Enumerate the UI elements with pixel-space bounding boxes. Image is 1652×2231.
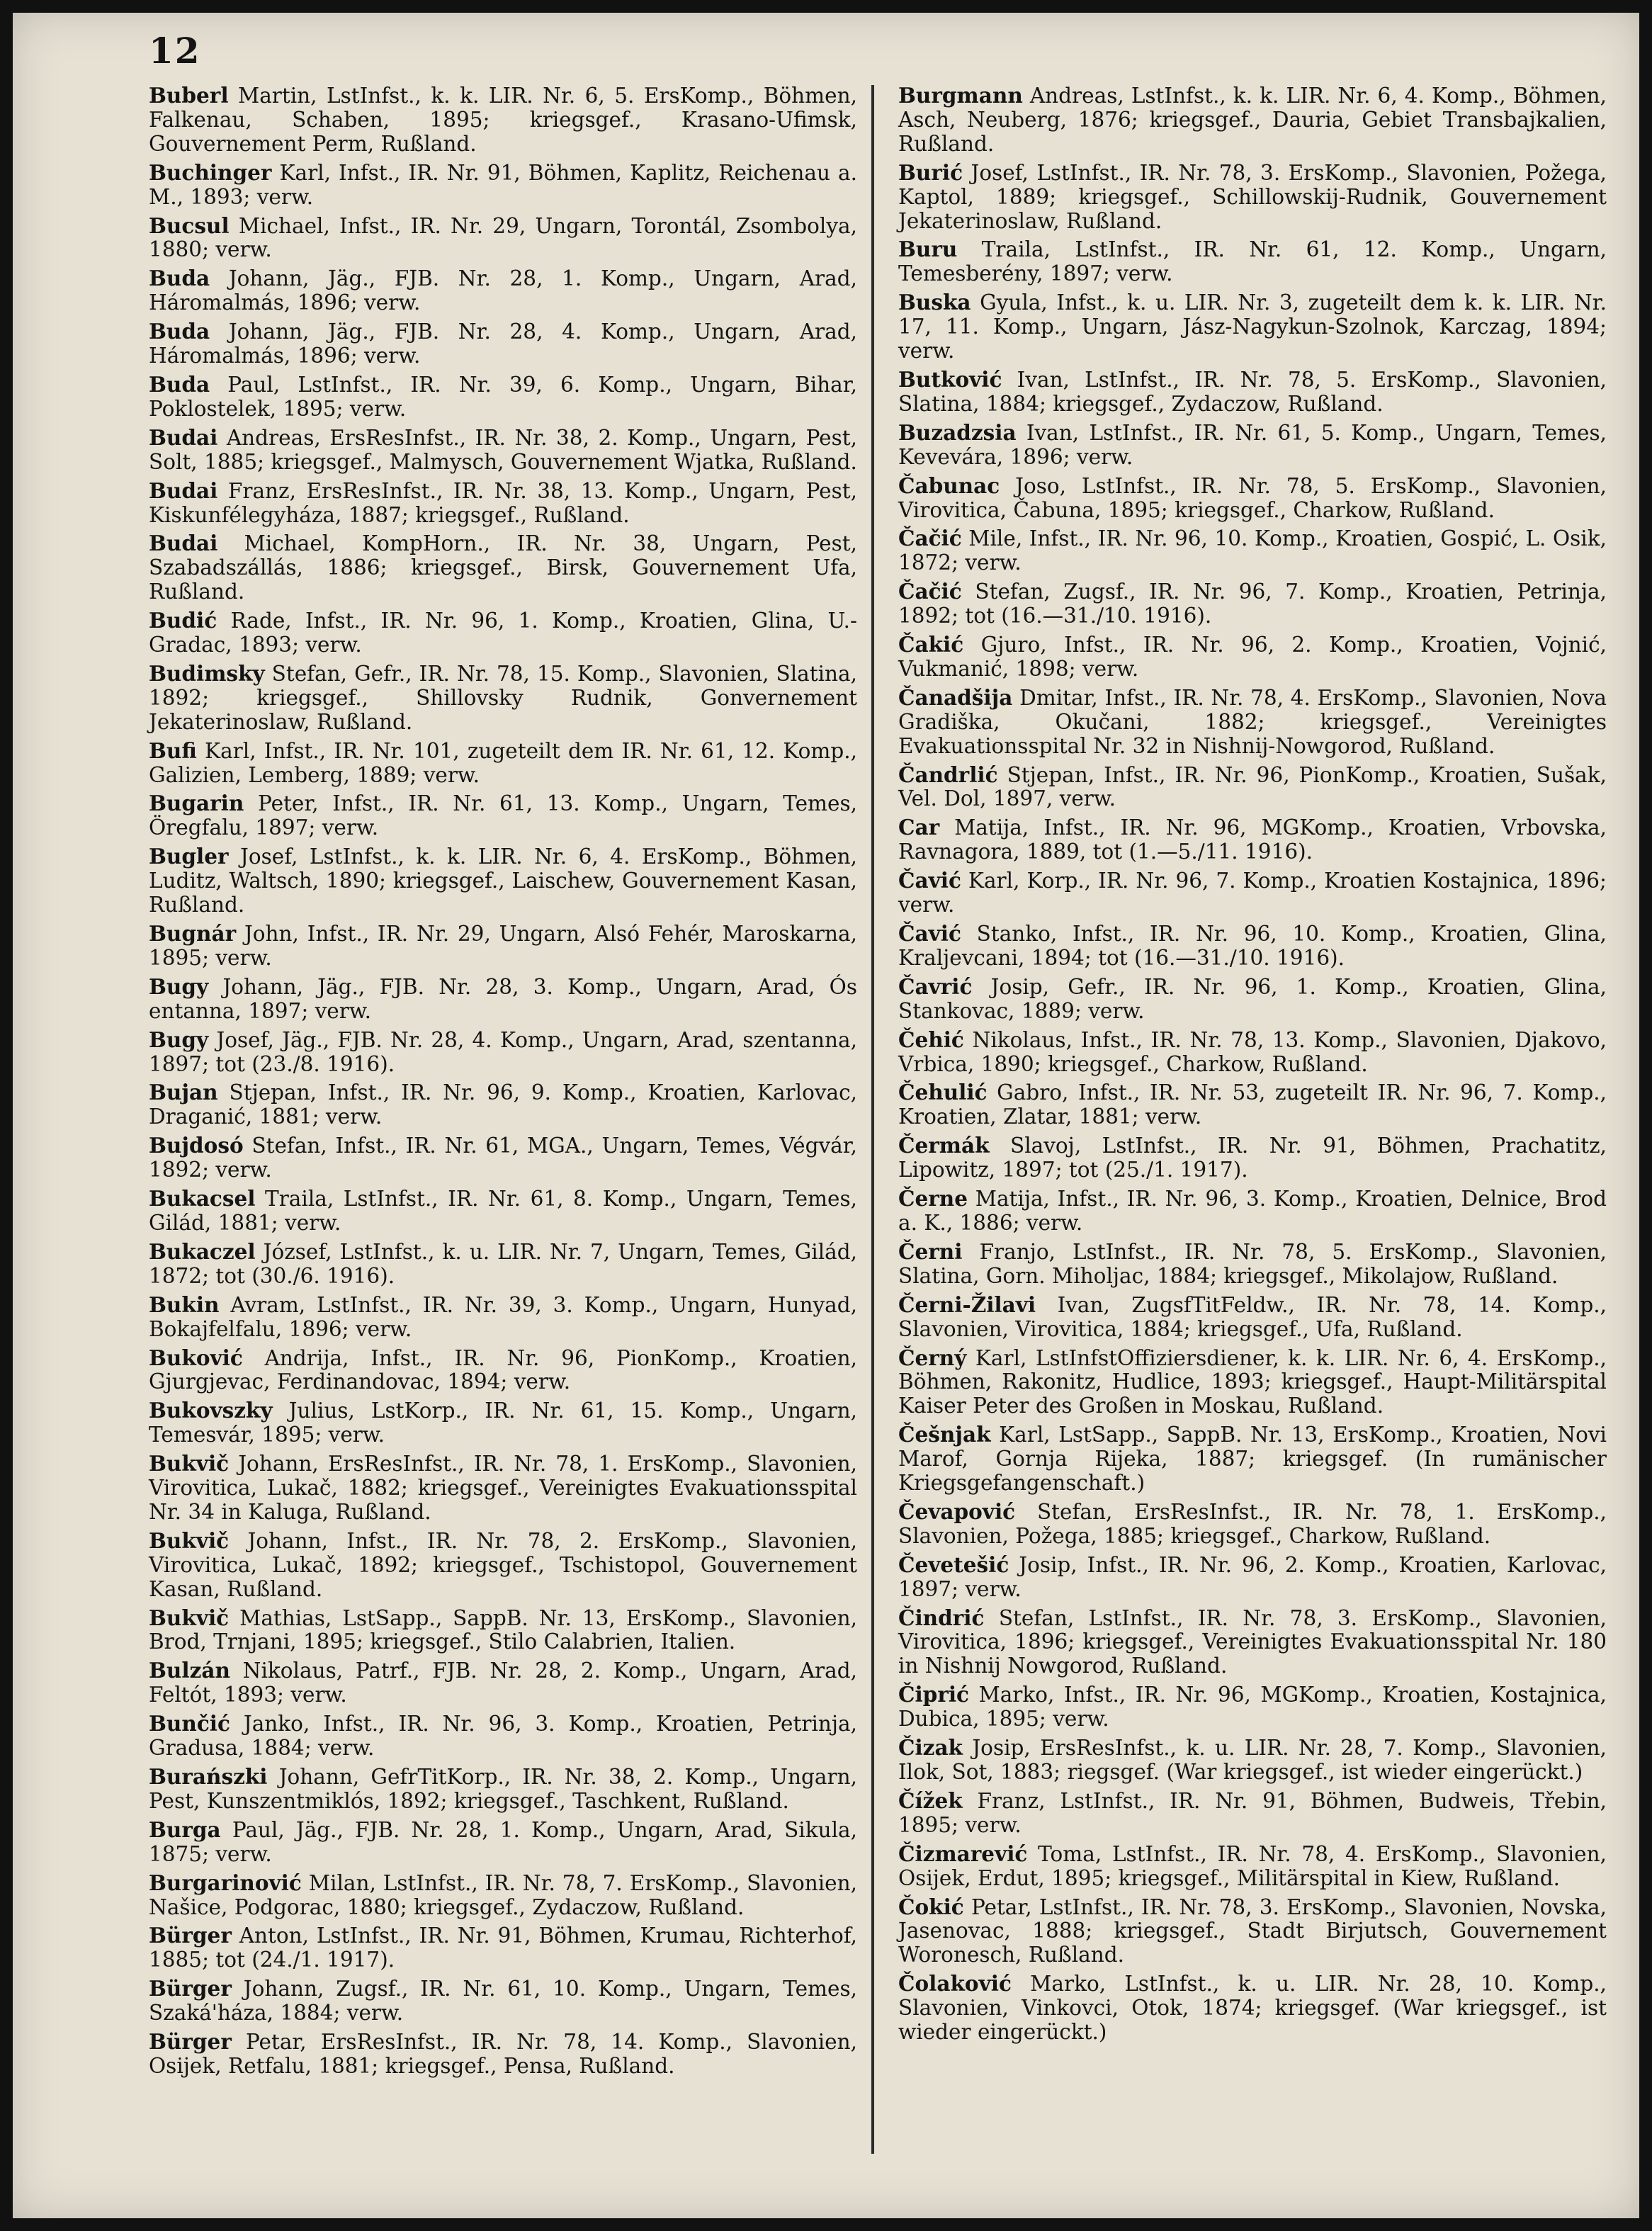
entry-surname: Butković	[898, 366, 1002, 392]
entry-details: Slavoj, LstInfst., IR. Nr. 91, Böhmen, Prachatitz, Lipowitz, 1897; tot (25./1. 1917).	[898, 1134, 1607, 1182]
entry-surname: Čiprić	[898, 1682, 970, 1707]
register-entry	[898, 633, 1607, 682]
register-entry	[149, 609, 857, 657]
entry-details: Josef, LstInfst., IR. Nr. 78, 3. ErsKomp., Slavonien, Požega, Kaptol, 1889; kriegsgef., Schillowskij-Rudnik, Gouvernement Jekaterinoslaw, Rußland.	[898, 160, 1607, 233]
entry-details: Johann, Jäg., FJB. Nr. 28, 1. Komp., Ungarn, Arad, Háromalmás, 1896; verw.	[149, 266, 857, 315]
register-entry	[898, 1789, 1607, 1838]
register-entry	[898, 421, 1607, 470]
entry-surname: Bufi	[149, 738, 197, 763]
register-entry	[149, 1452, 857, 1525]
entry-surname: Buda	[149, 371, 210, 397]
entry-details: Petar, LstInfst., IR. Nr. 78, 3. ErsKomp., Slavonien, Novska, Jasenovac, 1888; kriegsgef., Stadt Birjutsch, Gouvernement Woronesch, Rußland.	[898, 1894, 1607, 1967]
register-entry	[898, 1240, 1607, 1289]
entry-details: John, Infst., IR. Nr. 29, Ungarn, Alsó Fehér, Maroskarna, 1895; verw.	[149, 922, 857, 970]
register-entry	[898, 922, 1607, 971]
register-entry	[149, 1977, 857, 2026]
entry-details: Franjo, LstInfst., IR. Nr. 78, 5. ErsKomp., Slavonien, Slatina, Gorn. Miholjac, 1884; kriegsgef., Mikolajow, Rußland.	[898, 1239, 1607, 1288]
entry-surname: Burić	[898, 159, 963, 185]
register-entry	[149, 1529, 857, 1602]
register-entry	[898, 1187, 1607, 1236]
entry-details: József, LstInfst., k. u. LIR. Nr. 7, Ungarn, Temes, Gilád, 1872; tot (30./6. 1916).	[149, 1239, 857, 1288]
register-entry	[149, 214, 857, 263]
entry-surname: Čabunac	[898, 473, 1000, 498]
register-entry	[149, 1818, 857, 1867]
entry-surname: Čermák	[898, 1133, 990, 1158]
entry-details: Franz, ErsResInfst., IR. Nr. 38, 13. Komp., Ungarn, Pest, Kiskunfélegyháza, 1887; kriegsgef., Rußland.	[149, 478, 857, 527]
register-entry	[149, 1080, 857, 1129]
entry-details: Anton, LstInfst., IR. Nr. 91, Böhmen, Krumau, Richterhof, 1885; tot (24./1. 1917).	[149, 1924, 857, 1972]
register-entry	[898, 1736, 1607, 1785]
entry-surname: Čolaković	[898, 1971, 1012, 1996]
entry-surname: Čehulić	[898, 1080, 988, 1105]
entry-surname: Čačić	[898, 579, 962, 604]
entry-details: Traila, LstInfst., IR. Nr. 61, 12. Komp., Ungarn, Temesberény, 1897; verw.	[898, 237, 1607, 286]
entry-details: Josef, LstInfst., k. k. LIR. Nr. 6, 4. ErsKomp., Böhmen, Luditz, Waltsch, 1890; kriegsgef., Laischew, Gouvernement Kasan, Rußland.	[149, 845, 857, 917]
entry-surname: Černi-Žilavi	[898, 1292, 1036, 1317]
entry-details: Johann, Infst., IR. Nr. 78, 2. ErsKomp., Slavonien, Virovitica, Lukač, 1892; kriegsgef., Tschistopol, Gouvernement Kasan, Rußland.	[149, 1528, 857, 1601]
entry-surname: Čížek	[898, 1787, 963, 1813]
entry-surname: Čavrić	[898, 973, 973, 999]
register-entry	[149, 426, 857, 475]
entry-surname: Černe	[898, 1186, 968, 1211]
entry-surname: Bulzán	[149, 1658, 230, 1683]
entry-details: Josip, ErsResInfst., k. u. LIR. Nr. 28, 7. Komp., Slavonien, Ilok, Sot, 1883; riegsgef. (War kriegsgef., ist wieder eingerückt.)	[898, 1736, 1607, 1784]
entry-details: Andrija, Infst., IR. Nr. 96, PionKomp., Kroatien, Gjurgjevac, Ferdinandovac, 1894; verw.	[149, 1345, 857, 1394]
entry-details: Traila, LstInfst., IR. Nr. 61, 8. Komp., Ungarn, Temes, Gilád, 1881; verw.	[149, 1187, 857, 1235]
column-divider	[871, 85, 874, 2154]
register-entry	[898, 290, 1607, 363]
entry-details: Nikolaus, Infst., IR. Nr. 78, 13. Komp., Slavonien, Djakovo, Vrbica, 1890; kriegsgef., Charkow, Rußland.	[898, 1027, 1607, 1076]
entry-surname: Čehić	[898, 1027, 964, 1052]
entry-details: Toma, LstInfst., IR. Nr. 78, 4. ErsKomp., Slavonien, Osijek, Erdut, 1895; kriegsgef., Militärspital in Kiew, Rußland.	[898, 1841, 1607, 1890]
entry-surname: Bukvič	[149, 1451, 230, 1476]
left-column	[149, 84, 857, 2083]
register-entry	[898, 161, 1607, 234]
entry-surname: Bugler	[149, 844, 229, 869]
register-entry	[898, 869, 1607, 917]
entry-details: Gjuro, Infst., IR. Nr. 96, 2. Komp., Kroatien, Vojnić, Vukmanić, 1898; verw.	[898, 633, 1607, 681]
entry-details: Mile, Infst., IR. Nr. 96, 10. Komp., Kroatien, Gospić, L. Osik, 1872; verw.	[898, 526, 1607, 575]
register-entry	[898, 526, 1607, 575]
register-entry	[898, 763, 1607, 812]
entry-details: Petar, ErsResInfst., IR. Nr. 78, 14. Komp., Slavonien, Osijek, Retfalu, 1881; kriegsgef., Pensa, Rußland.	[149, 2030, 857, 2078]
entry-surname: Černý	[898, 1345, 967, 1370]
register-entry	[149, 531, 857, 604]
entry-surname: Bunčić	[149, 1711, 230, 1736]
register-entry	[149, 1765, 857, 1814]
register-entry	[149, 2030, 857, 2079]
entry-details: Gyula, Infst., k. u. LIR. Nr. 3, zugeteilt dem k. k. LIR. Nr. 17, 11. Komp., Ungarn, Jász-Nagykun-Szolnok, Karczag, 1894; verw.	[898, 290, 1607, 363]
entry-details: Stanko, Infst., IR. Nr. 96, 10. Komp., Kroatien, Glina, Kraljevcani, 1894; tot (16.—31./10. 1916).	[898, 922, 1607, 970]
entry-details: Johann, ErsResInfst., IR. Nr. 78, 1. ErsKomp., Slavonien, Virovitica, Lukač, 1882; kriegsgef., Vereinigtes Evakuationsspital Nr. 34 in Kaluga, Rußland.	[149, 1452, 857, 1524]
entry-details: Ivan, LstInfst., IR. Nr. 78, 5. ErsKomp., Slavonien, Slatina, 1884; kriegsgef., Zydaczow, Rußland.	[898, 367, 1607, 416]
register-entry	[898, 237, 1607, 286]
entry-details: Karl, Korp., IR. Nr. 96, 7. Komp., Kroatien Kostajnica, 1896; verw.	[898, 869, 1607, 917]
entry-details: Rade, Infst., IR. Nr. 96, 1. Komp., Kroatien, Glina, U.-Gradac, 1893; verw.	[149, 609, 857, 657]
register-entry	[898, 686, 1607, 759]
register-entry	[898, 1683, 1607, 1732]
register-entry	[149, 791, 857, 840]
register-entry	[898, 368, 1607, 417]
entry-surname: Bürger	[149, 1923, 232, 1948]
entry-details: Stefan, Gefr., IR. Nr. 78, 15. Komp., Slavonien, Slatina, 1892; kriegsgef., Shillovsky Rudnik, Gonvernement Jekaterinoslaw, Rußland.	[149, 661, 857, 734]
entry-surname: Bujan	[149, 1080, 218, 1105]
entry-details: Ivan, ZugsfTitFeldw., IR. Nr. 78, 14. Komp., Slavonien, Virovitica, 1884; kriegsgef., Ufa, Rußland.	[898, 1292, 1607, 1341]
register-entry	[149, 266, 857, 315]
entry-details: Josip, Gefr., IR. Nr. 96, 1. Komp., Kroatien, Glina, Stankovac, 1889; verw.	[898, 974, 1607, 1023]
entry-details: Michael, KompHorn., IR. Nr. 38, Ungarn, Pest, Szabadszállás, 1886; kriegsgef., Birsk, Gouvernement Ufa, Rußland.	[149, 531, 857, 604]
entry-surname: Budai	[149, 531, 218, 556]
entry-surname: Bukin	[149, 1292, 220, 1317]
entry-details: Paul, LstInfst., IR. Nr. 39, 6. Komp., Ungarn, Bihar, Poklostelek, 1895; verw.	[149, 372, 857, 421]
entry-details: Karl, Infst., IR. Nr. 91, Böhmen, Kaplitz, Reichenau a. M., 1893; verw.	[149, 160, 857, 209]
entry-surname: Bugy	[149, 1027, 209, 1052]
entry-surname: Čačić	[898, 526, 962, 551]
entry-details: Nikolaus, Patrf., FJB. Nr. 28, 2. Komp., Ungarn, Arad, Feltót, 1893; verw.	[149, 1659, 857, 1707]
register-entry	[898, 474, 1607, 523]
register-entry	[898, 1293, 1607, 1342]
register-entry	[149, 320, 857, 368]
register-entry	[898, 1028, 1607, 1077]
entry-details: Karl, Infst., IR. Nr. 101, zugeteilt dem IR. Nr. 61, 12. Komp., Galizien, Lemberg, 1889; verw.	[149, 738, 857, 787]
entry-details: Michael, Infst., IR. Nr. 29, Ungarn, Torontál, Zsombolya, 1880; verw.	[149, 213, 857, 262]
entry-surname: Buru	[898, 237, 958, 262]
entry-surname: Bukovszky	[149, 1398, 273, 1423]
entry-surname: Čavić	[898, 921, 961, 946]
register-entry	[898, 975, 1607, 1024]
entry-surname: Car	[898, 815, 940, 840]
register-entry	[898, 1842, 1607, 1891]
entry-details: Stjepan, Infst., IR. Nr. 96, PionKomp., Kroatien, Sušak, Vel. Dol, 1897, verw.	[898, 762, 1607, 811]
entry-surname: Buzadzsia	[898, 419, 1017, 445]
entry-details: Karl, LstInfstOffiziersdiener, k. k. LIR. Nr. 6, 4. ErsKomp., Böhmen, Rakonitz, Hudlice, 1893; kriegsgef., Haupt-Militärspital Kaiser Peter des Großen in Moskau, Rußland.	[898, 1345, 1607, 1418]
entry-surname: Bucsul	[149, 213, 230, 238]
register-entry	[149, 373, 857, 422]
entry-details: Franz, LstInfst., IR. Nr. 91, Böhmen, Budweis, Třebin, 1895; verw.	[898, 1788, 1607, 1837]
register-entry	[149, 1028, 857, 1077]
entry-details: Johann, Zugsf., IR. Nr. 61, 10. Komp., Ungarn, Temes, Szaká'háza, 1884; verw.	[149, 1977, 857, 2026]
entry-surname: Češnjak	[898, 1422, 991, 1447]
entry-surname: Bugy	[149, 973, 209, 999]
register-entry	[149, 1659, 857, 1707]
entry-details: Stefan, LstInfst., IR. Nr. 78, 3. ErsKomp., Slavonien, Virovitica, 1896; kriegsgef., Vereinigtes Evakuationsspital Nr. 180 in Nishnij Nowgorod, Rußland.	[898, 1605, 1607, 1678]
entry-surname: Buković	[149, 1345, 243, 1370]
entry-surname: Budai	[149, 424, 218, 450]
entry-details: Andreas, LstInfst., k. k. LIR. Nr. 6, 4. Komp., Böhmen, Asch, Neuberg, 1876; kriegsgef., Dauria, Gebiet Transbajkalien, Rußland.	[898, 84, 1607, 156]
register-entry	[149, 1346, 857, 1395]
register-entry	[149, 662, 857, 735]
register-entry	[898, 1346, 1607, 1419]
entry-surname: Čavić	[898, 868, 961, 893]
entry-surname: Budai	[149, 478, 218, 503]
entry-surname: Bujdosó	[149, 1133, 244, 1158]
entry-details: Ivan, LstInfst., IR. Nr. 61, 5. Komp., Ungarn, Temes, Kevevára, 1896; verw.	[898, 420, 1607, 469]
entry-details: Gabro, Infst., IR. Nr. 53, zugeteilt IR. Nr. 96, 7. Komp., Kroatien, Zlatar, 1881; verw.	[898, 1080, 1607, 1129]
register-entry	[149, 1293, 857, 1342]
register-entry	[898, 1080, 1607, 1129]
entry-surname: Burga	[149, 1817, 221, 1842]
entry-details: Matija, Infst., IR. Nr. 96, 3. Komp., Kroatien, Delnice, Brod a. K., 1886; verw.	[898, 1187, 1607, 1235]
entry-surname: Čanadšija	[898, 684, 1013, 710]
entry-surname: Burgmann	[898, 83, 1023, 108]
entry-details: Julius, LstKorp., IR. Nr. 61, 15. Komp., Ungarn, Temesvár, 1895; verw.	[149, 1399, 857, 1447]
entry-surname: Bürger	[149, 2029, 232, 2055]
entry-surname: Bürger	[149, 1976, 232, 2001]
register-entry	[898, 580, 1607, 628]
register-entry	[149, 1399, 857, 1447]
entry-details: Dmitar, Infst., IR. Nr. 78, 4. ErsKomp., Slavonien, Nova Gradiška, Okučani, 1882; kriegsgef., Vereinigtes Evakuationsspital Nr. 32 in Nishnij-Nowgorod, Rußland.	[898, 685, 1607, 758]
entry-surname: Černi	[898, 1238, 963, 1264]
entry-details: Avram, LstInfst., IR. Nr. 39, 3. Komp., Ungarn, Hunyad, Bokajfelfalu, 1896; verw.	[149, 1292, 857, 1341]
entry-details: Stjepan, Infst., IR. Nr. 96, 9. Komp., Kroatien, Karlovac, Draganić, 1881; verw.	[149, 1080, 857, 1129]
entry-surname: Bukacsel	[149, 1186, 256, 1211]
entry-surname: Buda	[149, 266, 210, 291]
entry-details: Marko, LstInfst., k. u. LIR. Nr. 28, 10. Komp., Slavonien, Vinkovci, Otok, 1874; kriegsgef. (War kriegsgef., ist wieder eingerückt.)	[898, 1972, 1607, 2045]
entry-surname: Čandrlić	[898, 762, 998, 787]
register-entry	[149, 1871, 857, 1920]
entry-details: Janko, Infst., IR. Nr. 96, 3. Komp., Kroatien, Petrinja, Gradusa, 1884; verw.	[149, 1712, 857, 1761]
entry-details: Paul, Jäg., FJB. Nr. 28, 1. Komp., Ungarn, Arad, Sikula, 1875; verw.	[149, 1817, 857, 1866]
entry-details: Johann, Jäg., FJB. Nr. 28, 4. Komp., Ungarn, Arad, Háromalmás, 1896; verw.	[149, 320, 857, 368]
entry-surname: Bukvič	[149, 1605, 230, 1630]
entry-surname: Čokić	[898, 1894, 964, 1919]
register-entry	[149, 479, 857, 528]
entry-surname: Buska	[898, 290, 971, 315]
entry-surname: Bugnár	[149, 921, 237, 946]
register-entry	[898, 1972, 1607, 2045]
entry-surname: Čizmarević	[898, 1841, 1028, 1866]
entry-details: Josef, Jäg., FJB. Nr. 28, 4. Komp., Ungarn, Arad, szentanna, 1897; tot (23./8. 1916).	[149, 1027, 857, 1076]
entry-surname: Budić	[149, 608, 217, 633]
register-entry	[149, 1187, 857, 1236]
page-number: 12	[149, 30, 201, 72]
register-entry	[149, 84, 857, 157]
entry-details: Peter, Infst., IR. Nr. 61, 13. Komp., Ungarn, Temes, Öregfalu, 1897; verw.	[149, 791, 857, 840]
register-entry	[149, 1134, 857, 1182]
entry-surname: Budimsky	[149, 660, 265, 686]
entry-details: Josip, Infst., IR. Nr. 96, 2. Komp., Kroatien, Karlovac, 1897; verw.	[898, 1552, 1607, 1601]
entry-surname: Bukvič	[149, 1527, 230, 1553]
entry-surname: Burańszki	[149, 1764, 268, 1789]
entry-surname: Čakić	[898, 632, 964, 657]
register-entry	[898, 1500, 1607, 1549]
entry-surname: Bugarin	[149, 791, 244, 816]
register-entry	[149, 1712, 857, 1761]
entry-surname: Burgarinović	[149, 1870, 302, 1895]
register-entry	[898, 1606, 1607, 1679]
register-entry	[149, 1240, 857, 1289]
entry-details: Stefan, Infst., IR. Nr. 61, MGA., Ungarn, Temes, Végvár, 1892; verw.	[149, 1134, 857, 1182]
register-entry	[149, 739, 857, 788]
entry-surname: Čevetešić	[898, 1552, 1009, 1577]
entry-surname: Čevapović	[898, 1498, 1016, 1524]
entry-details: Andreas, ErsResInfst., IR. Nr. 38, 2. Komp., Ungarn, Pest, Solt, 1885; kriegsgef., Malmysch, Gouvernement Wjatka, Rußland.	[149, 425, 857, 474]
entry-surname: Bukaczel	[149, 1238, 256, 1264]
entry-details: Mathias, LstSapp., SappB. Nr. 13, ErsKomp., Slavonien, Brod, Trnjani, 1895; kriegsgef., Stilo Calabrien, Italien.	[149, 1605, 857, 1654]
entry-details: Stefan, Zugsf., IR. Nr. 96, 7. Komp., Kroatien, Petrinja, 1892; tot (16.—31./10. 1916).	[898, 580, 1607, 628]
register-entry	[149, 161, 857, 210]
register-entry	[898, 815, 1607, 864]
register-entry	[149, 1606, 857, 1655]
entry-surname: Buberl	[149, 83, 229, 108]
register-entry	[898, 1423, 1607, 1496]
entry-details: Johann, GefrTitKorp., IR. Nr. 38, 2. Komp., Ungarn, Pest, Kunszentmiklós, 1892; kriegsgef., Taschkent, Rußland.	[149, 1765, 857, 1813]
register-entry	[898, 1553, 1607, 1602]
entry-details: Matija, Infst., IR. Nr. 96, MGKomp., Kroatien, Vrbovska, Ravnagora, 1889, tot (1.—5./11. 1916).	[898, 815, 1607, 864]
entry-surname: Čizak	[898, 1735, 963, 1761]
register-entry	[149, 975, 857, 1024]
entry-details: Marko, Infst., IR. Nr. 96, MGKomp., Kroatien, Kostajnica, Dubica, 1895; verw.	[898, 1683, 1607, 1732]
register-entry	[149, 1924, 857, 1972]
register-entry	[149, 922, 857, 971]
right-column	[898, 84, 1607, 2049]
register-entry	[898, 1134, 1607, 1182]
entry-details: Joso, LstInfst., IR. Nr. 78, 5. ErsKomp., Slavonien, Virovitica, Čabuna, 1895; kriegsgef., Charkow, Rußland.	[898, 473, 1607, 522]
entry-surname: Čindrić	[898, 1605, 985, 1630]
register-entry	[149, 845, 857, 917]
entry-details: Martin, LstInfst., k. k. LIR. Nr. 6, 5. ErsKomp., Böhmen, Falkenau, Schaben, 1895; kriegsgef., Krasano-Ufimsk, Gouvernement Perm, Rußland.	[149, 84, 857, 156]
register-entry	[898, 84, 1607, 157]
entry-details: Milan, LstInfst., IR. Nr. 78, 7. ErsKomp., Slavonien, Našice, Podgorac, 1880; kriegsgef., Zydaczow, Rußland.	[149, 1870, 857, 1919]
entry-details: Johann, Jäg., FJB. Nr. 28, 3. Komp., Ungarn, Arad, Ós entanna, 1897; verw.	[149, 974, 857, 1023]
entry-details: Karl, LstSapp., SappB. Nr. 13, ErsKomp., Kroatien, Novi Marof, Gornja Rijeka, 1887; kriegsgef. (In rumänischer Kriegsgefangenschaft.)	[898, 1423, 1607, 1496]
entry-surname: Buda	[149, 319, 210, 344]
entry-details: Stefan, ErsResInfst., IR. Nr. 78, 1. ErsKomp., Slavonien, Požega, 1885; kriegsgef., Charkow, Rußland.	[898, 1499, 1607, 1548]
entry-surname: Buchinger	[149, 159, 272, 185]
register-entry	[898, 1895, 1607, 1968]
